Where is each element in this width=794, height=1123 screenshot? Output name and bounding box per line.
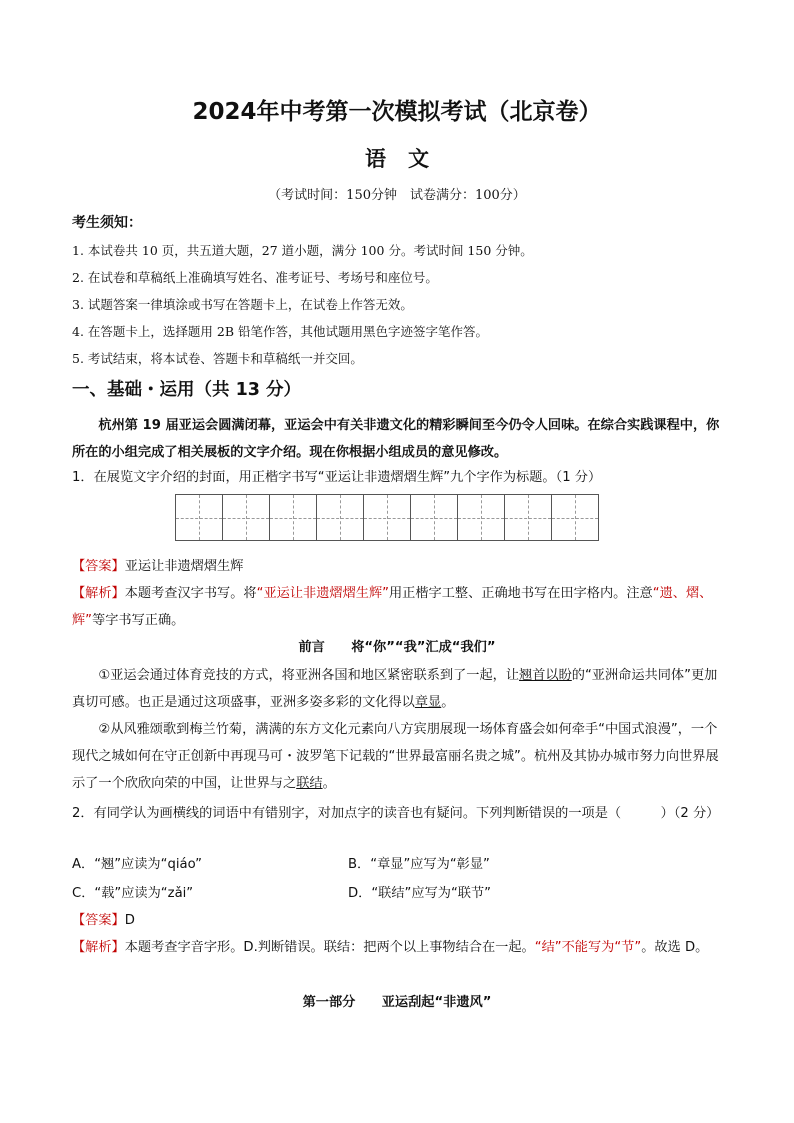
notice-item: 2. 在试卷和草稿纸上准确填写姓名、准考证号、考场号和座位号。 (72, 270, 438, 285)
answer-text: D (124, 913, 135, 928)
foreword-heading: 前言 将“你”“我”汇成“我们” (298, 640, 496, 655)
section-intro: 杭州第 19 届亚运会圆满闭幕，亚运会中有关非遗文化的精彩瞬间至今仍令人回味。在综合实践课程中，你所在的小组完成了相关展板的文字介绍。现在你根据小组成员的意见修改。 (72, 418, 720, 460)
answer-label: 【答案】 (72, 559, 125, 574)
writing-grid (175, 494, 598, 541)
grid-cell (410, 494, 458, 541)
option-a: A．“翘”应读为“qiáo” (72, 857, 203, 872)
option-c: C．“载”应读为“zǎi” (72, 886, 194, 901)
notice-item: 5. 考试结束，将本试卷、答题卡和草稿纸一并交回。 (72, 351, 363, 366)
paragraph-text: 。 (441, 695, 455, 710)
grid-cell (175, 494, 223, 541)
analysis-highlight: “亚运让非遗熠熠生辉” (256, 586, 389, 601)
underlined-word: 联结 (296, 776, 323, 791)
grid-cell (457, 494, 505, 541)
underlined-word: 章显 (414, 695, 442, 710)
grid-cell (551, 494, 599, 541)
option-b: B．“章显”应写为“彰显” (348, 857, 490, 872)
option-d: D．“联结”应写为“联节” (348, 886, 491, 901)
grid-cell (504, 494, 552, 541)
analysis-highlight: “遗、熠、辉” (72, 586, 713, 628)
q2-analysis (72, 934, 728, 961)
foreword-paragraph-1 (72, 662, 728, 716)
underlined-word: 翘首以盼 (519, 668, 572, 683)
subject-title: 语文 (365, 147, 451, 171)
notice-title: 考生须知： (72, 215, 142, 231)
answer-label: 【答案】 (72, 913, 125, 928)
analysis-text: 等字书写正确。 (92, 613, 185, 628)
grid-cell (269, 494, 317, 541)
exam-info: （考试时间：150分钟 试卷满分：100分） (268, 188, 526, 203)
notice-list (72, 240, 732, 375)
exam-title: 2024年中考第一次模拟考试（北京卷） (192, 99, 602, 125)
analysis-text: 本题考查字音字形。D.判断错误。联结：把两个以上事物结合在一起。 (124, 940, 535, 955)
analysis-text: 本题考查汉字书写。将 (124, 586, 257, 601)
q2-answer (72, 907, 728, 934)
analysis-text: 用正楷字工整、正确地书写在田字格内。注意 (388, 586, 653, 601)
paragraph-text: ②从风雅颂歌到梅兰竹菊，满满的东方文化元素向八方宾朋展现一场体育盛会如何牵手“中国式浪漫”，一个现代之城如何在守正创新中再现马可・波罗笔下记载的“世界最富丽名贵之城”。杭州及其协办城市努力向世界展示了一个欣欣向荣的中国，让世界与之 (72, 722, 719, 791)
notice-item: 1. 本试卷共 10 页，共五道大题，27 道小题，满分 100 分。考试时间 150 分钟。 (72, 243, 533, 258)
grid-cell (363, 494, 411, 541)
q1-analysis (72, 580, 728, 634)
paragraph-text: 的“亚洲命运共同体”更加真切可感。也正是通过这项盛事，亚洲多姿多彩的文化得以 (72, 668, 718, 710)
section-heading: 一、基础・运用（共 13 分） (72, 380, 302, 400)
analysis-highlight: “结”不能写为“节” (534, 940, 642, 955)
q1-answer (72, 553, 728, 580)
grid-cell (222, 494, 270, 541)
analysis-text: 。故选 D。 (641, 940, 709, 955)
foreword-paragraph-2 (72, 716, 728, 797)
paragraph-text: 。 (322, 776, 336, 791)
analysis-label: 【解析】 (72, 586, 125, 601)
notice-item: 3. 试题答案一律填涂或书写在答题卡上，在试卷上作答无效。 (72, 297, 413, 312)
question-2: 2．有同学认为画横线的词语中有错别字，对加点字的读音也有疑问。下列判断错误的一项是（ ）（2 分） (72, 806, 720, 821)
grid-cell (316, 494, 364, 541)
question-1: 1．在展览文字介绍的封面，用正楷字书写“亚运让非遗熠熠生辉”九个字作为标题。（1 分） (72, 470, 602, 485)
analysis-label: 【解析】 (72, 940, 125, 955)
part1-heading: 第一部分 亚运刮起“非遗风” (302, 995, 492, 1010)
notice-item: 4. 在答题卡上，选择题用 2B 铅笔作答，其他试题用黑色字迹签字笔作答。 (72, 324, 488, 339)
paragraph-text: ①亚运会通过体育竞技的方式，将亚洲各国和地区紧密联系到了一起，让 (98, 668, 520, 683)
answer-text: 亚运让非遗熠熠生辉 (124, 559, 244, 574)
